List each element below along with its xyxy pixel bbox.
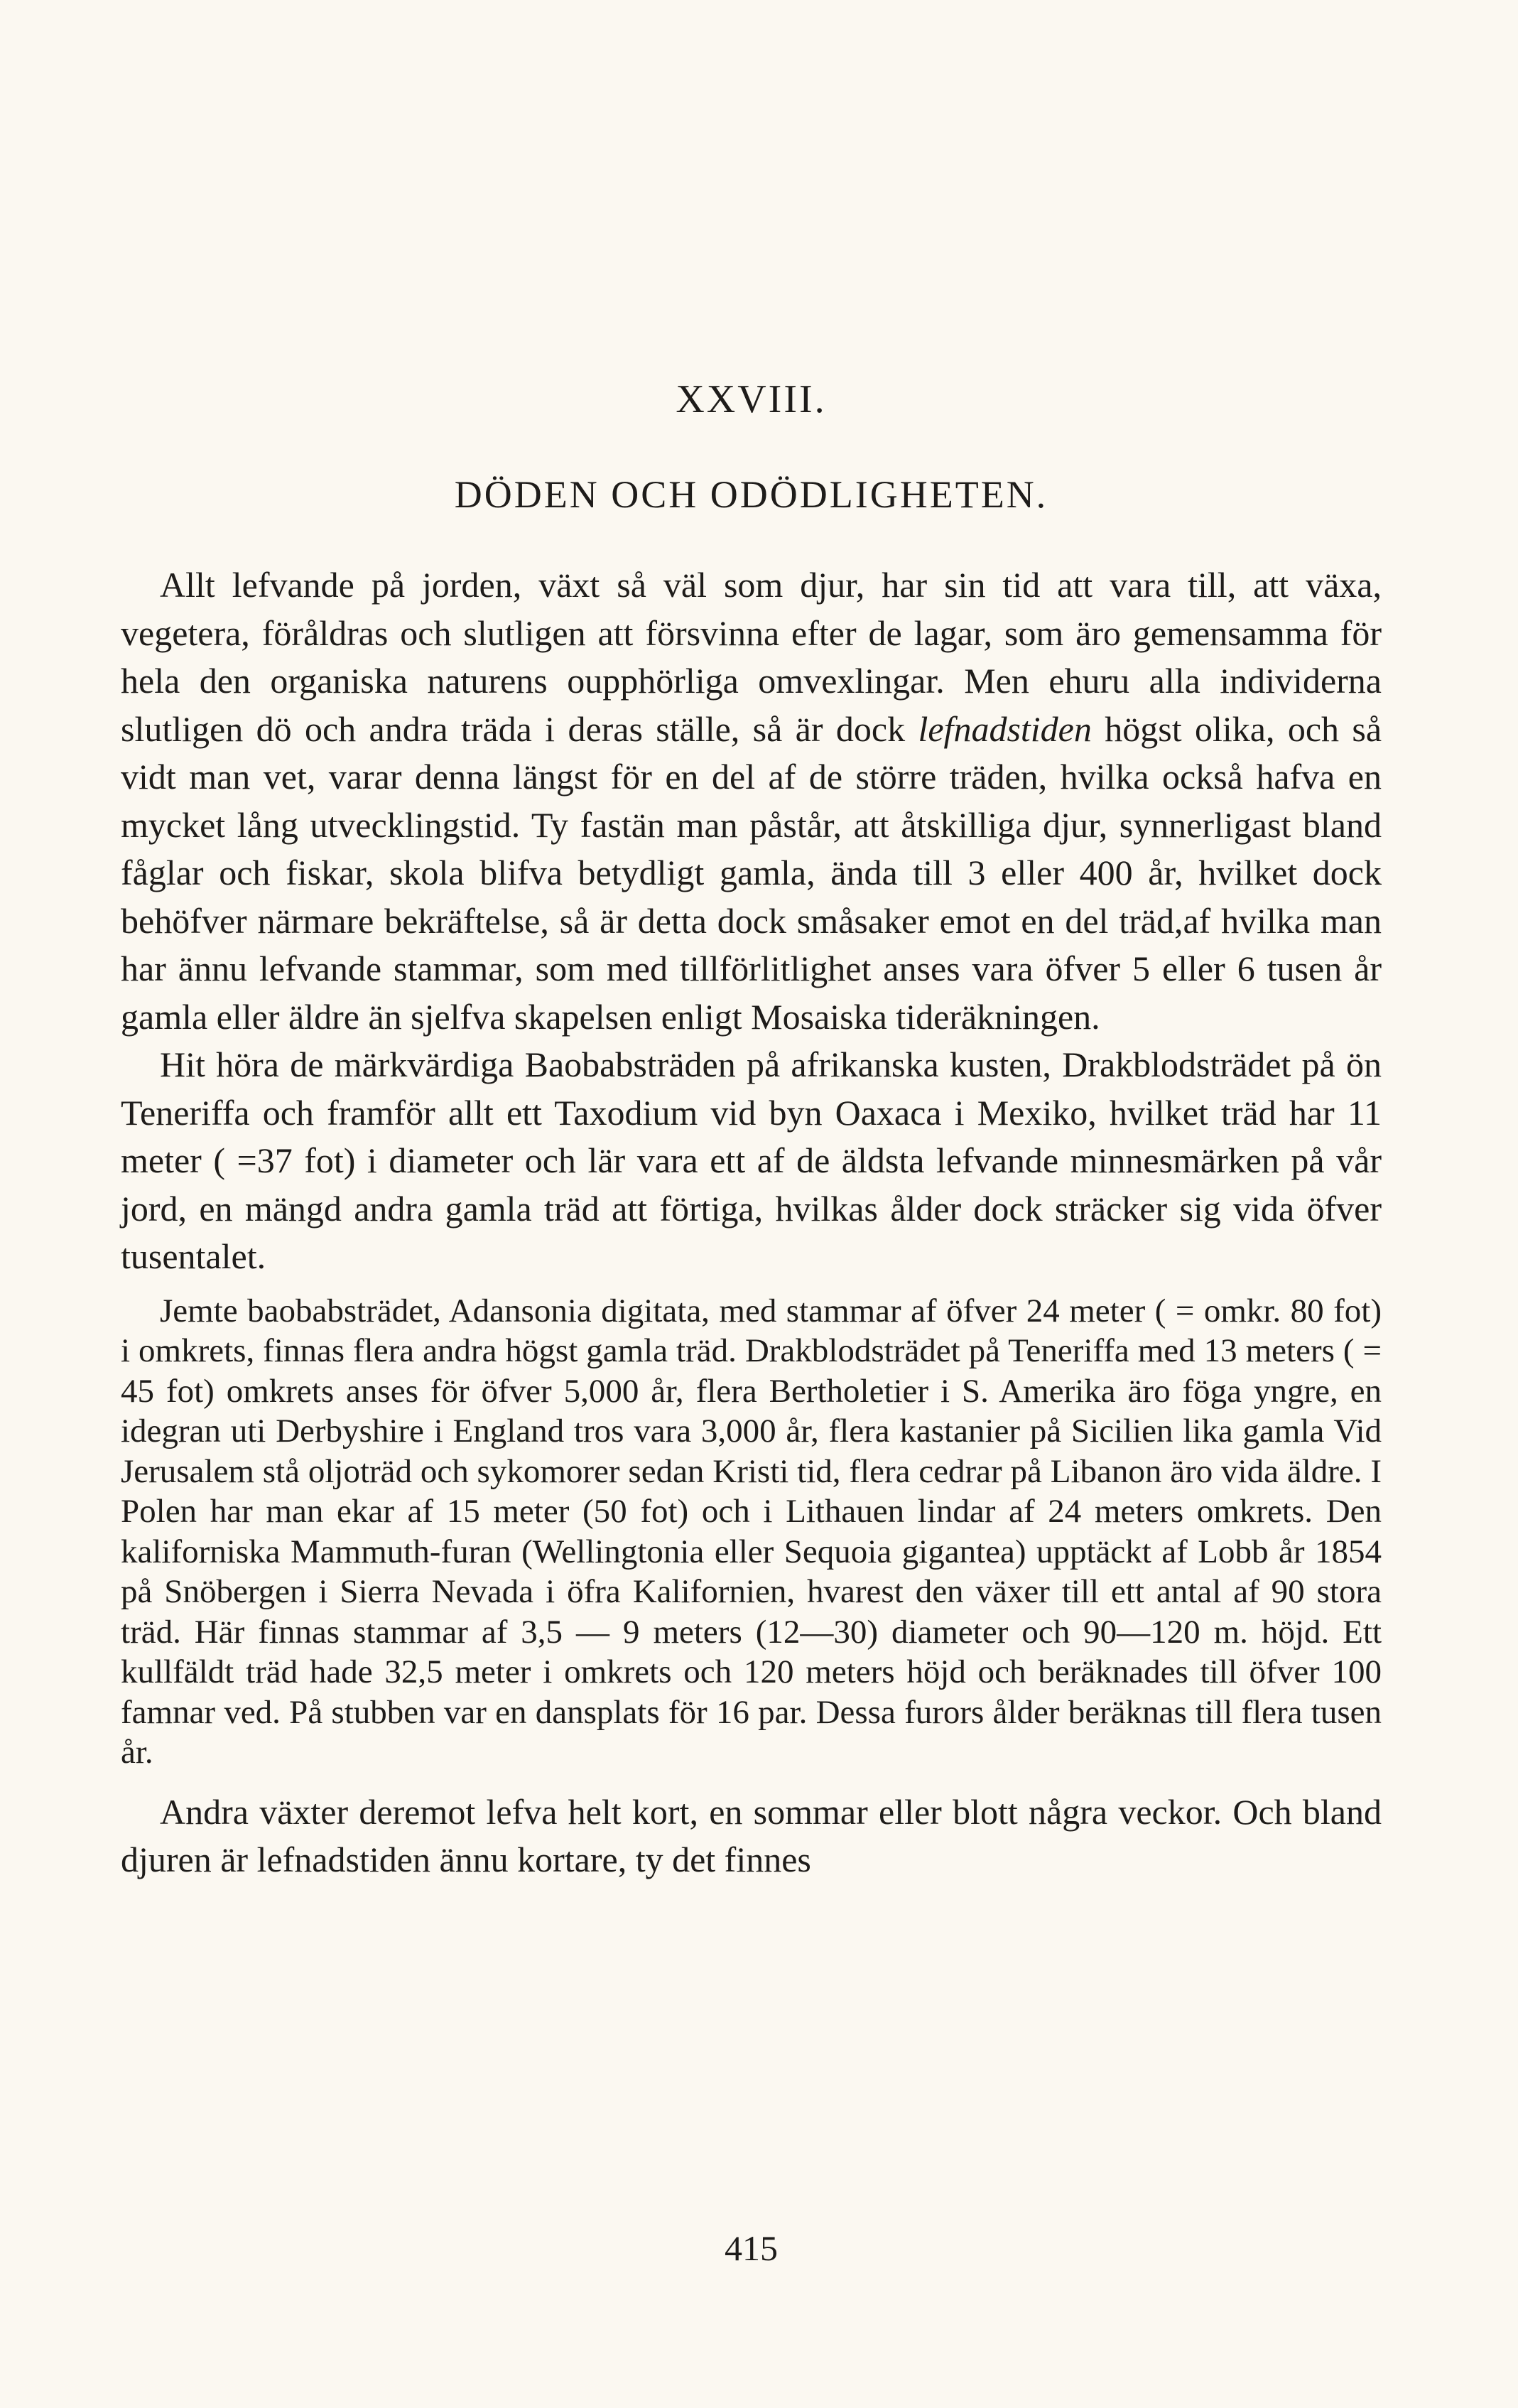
emphasized-word: lefnadstiden	[918, 708, 1092, 749]
paragraph	[121, 561, 1382, 1041]
chapter-title: DÖDEN OCH ODÖDLIGHETEN.	[454, 473, 1048, 516]
page-number: 415	[725, 2228, 778, 2268]
paragraph-text: högst olika, och så vidt man vet, varar denna längst för en del af de större träden, hvilka också hafva en mycket lång utvecklingstid. Ty fastän man påstår, att åtskilliga djur, synnerligast bland fåglar och fiskar, skola blifva betydligt gamla, ända till 3 eller 400 år, hvilket dock behöfver närmare bekräftelse, så är detta dock småsaker emot en del träd,af hvilka man har ännu lefvande stammar, som med tillförlitlighet anses vara öfver 5 eller 6 tusen år gamla eller äldre än sjelfva skapelsen enligt Mosaiska tideräkningen.	[121, 708, 1382, 1037]
paragraph: Jemte baobabsträdet, Adansonia digitata, med stammar af öfver 24 meter ( = omkr. 80 fot) i omkrets, finnas flera andra högst gamla träd. Drakblodsträdet på Teneriffa med 13 meters ( = 45 fot) omkrets anses för öfver 5,000 år, flera Bertholetier i S. Amerika äro föga yngre, en idegran uti Derbyshire i England tros vara 3,000 år, flera kastanier på Sicilien lika gamla Vid Jerusalem stå oljoträd och sykomorer sedan Kristi tid, flera cedrar på Libanon äro vida äldre. I Polen har man ekar af 15 meter (50 fot) och i Lithauen lindar af 24 meters omkrets. Den kaliforniska Mammuth-furan (Wellingtonia eller Sequoia gigantea) upptäckt af Lobb år 1854 på Snöbergen i Sierra Nevada i öfra Kalifornien, hvarest den växer till ett antal af 90 stora träd. Här finnas stammar af 3,5 — 9 meters (12—30) diameter och 90—120 m. höjd. Ett kullfäldt träd hade 32,5 meter i omkrets och 120 meters höjd och beräknades till öfver 100 famnar ved. På stubben var en dansplats för 16 par. Dessa furors ålder beräknas till flera tusen år.	[121, 1292, 1382, 1771]
paragraph: Hit höra de märkvärdiga Baobabsträden på afrikanska kusten, Drakblodsträdet på ön Teneriffa och framför allt ett Taxodium vid byn Oaxaca i Mexiko, hvilket träd har 11 meter ( =37 fot) i diameter och lär vara ett af de äldsta lefvande minnesmärken på vår jord, en mängd andra gamla träd att förtiga, hvilkas ålder dock sträcker sig vida öfver tusentalet.	[121, 1044, 1382, 1276]
body-text	[121, 561, 1382, 1884]
paragraph: Andra växter deremot lefva helt kort, en sommar eller blott några veckor. Och bland djuren är lefnadstiden ännu kortare, ty det finnes	[121, 1791, 1382, 1879]
chapter-number: XXVIII.	[676, 377, 827, 421]
paragraph-text: Allt lefvande på jorden, växt så väl som djur, har sin tid att vara till, att växa, vegetera, föråldras och slutligen att försvinna efter de lagar, som äro gemensamma för hela den organiska naturens oupphörliga omvexlingar. Men ehuru alla individerna slutligen dö och andra träda i deras ställe, så är dock	[121, 565, 1382, 749]
book-page	[121, 0, 1382, 2408]
